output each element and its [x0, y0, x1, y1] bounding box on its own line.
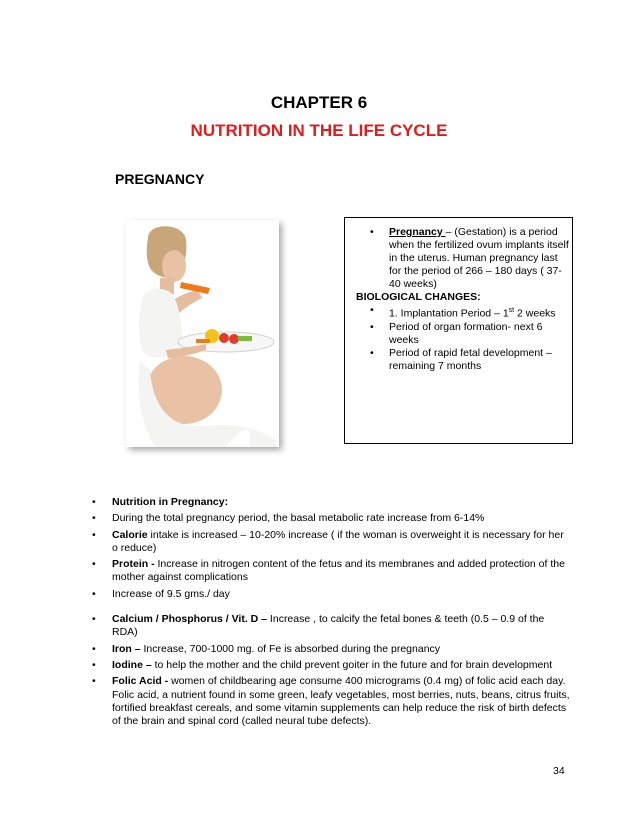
iodine-text: to help the mother and the child prevent goiter in the future and for brain development: [151, 658, 553, 671]
section-title: PREGNANCY: [115, 171, 205, 187]
list-item: [92, 613, 572, 640]
chapter-heading: CHAPTER 6: [270, 93, 368, 112]
protein-text: Increase in nitrogen content of the fetus and its membranes and added protection of the mother against complications: [112, 558, 565, 584]
bullet-icon: •: [92, 558, 96, 571]
nutrition-heading: Nutrition in Pregnancy:: [112, 496, 229, 508]
list-item: [92, 529, 572, 556]
folic-acid-text: women of childbearing age consume 400 micrograms (0.4 mg) of folic acid each day. Folic acid, a nutrient found in some green, leafy vegetables, most berries, nuts, beans, citrus fruits, fortified breakfast cereals, and some vitamin supplements can help reduce the risk of birth defects of the brain and spinal cord (called neural tube defects).: [112, 675, 570, 728]
organ-formation-text: Period of organ formation- next 6 weeks: [389, 320, 543, 346]
nutrition-list: [92, 496, 572, 731]
page-number: 34: [553, 765, 565, 777]
fetal-development-text: Period of rapid fetal development – remaining 7 months: [389, 346, 552, 372]
bullet-icon: •: [92, 496, 96, 508]
iodine-label: Iodine –: [112, 658, 152, 671]
bullet-icon: •: [92, 528, 96, 541]
list-item: [92, 675, 572, 728]
bullet-icon: •: [370, 304, 374, 316]
list-item: [92, 588, 572, 601]
list-item: [345, 321, 572, 347]
protein-increase-text: Increase of 9.5 gms./ day: [112, 587, 230, 600]
calcium-text: Increase , to calcify the fetal bones & teeth (0.5 – 0.9 of the RDA): [112, 613, 545, 639]
pregnancy-term: Pregnancy: [389, 226, 446, 238]
iron-label: Iron –: [112, 642, 141, 655]
iron-text: Increase, 700-1000 mg. of Fe is absorbed during the pregnancy: [140, 642, 441, 655]
list-item: [345, 226, 572, 291]
list-item: [345, 347, 572, 373]
implantation-superscript: st: [508, 307, 515, 314]
list-item: [92, 512, 572, 525]
pregnancy-definition: – (Gestation) is a period when the fertilized ovum implants itself in the uterus. Human pregnancy last for the period of 266 – 180 days ( 37-40 weeks): [389, 226, 569, 290]
list-item: [92, 496, 572, 509]
protein-label: Protein -: [112, 558, 158, 571]
bullet-icon: •: [92, 675, 96, 688]
bullet-icon: •: [92, 642, 96, 655]
pregnant-woman-photo: [126, 220, 279, 447]
calcium-label: Calcium / Phosphorus / Vit. D –: [112, 613, 268, 626]
bullet-icon: •: [92, 658, 96, 671]
calorie-text: intake is increased – 10-20% increase ( if the woman is overweight it is necessary for her o reduce): [112, 528, 564, 554]
calorie-label: Calorie: [112, 528, 148, 541]
bmr-text: During the total pregnancy period, the basal metabolic rate increase from 6-14%: [112, 512, 485, 525]
list-item: [92, 558, 572, 585]
bullet-icon: •: [92, 613, 96, 626]
bullet-icon: •: [370, 346, 374, 359]
bullet-icon: •: [92, 512, 96, 525]
biological-changes-heading: BIOLOGICAL CHANGES:: [356, 291, 481, 303]
implantation-text-end: 2 weeks: [514, 307, 556, 320]
list-item: [92, 659, 572, 672]
bullet-icon: •: [370, 226, 374, 238]
bullet-icon: •: [92, 587, 96, 600]
implantation-text: 1. Implantation Period – 1: [389, 307, 509, 320]
list-item: [345, 304, 572, 321]
folic-acid-label: Folic Acid -: [112, 675, 169, 688]
list-item: [92, 643, 572, 656]
pregnant-woman-eating-carrot-icon: [126, 220, 279, 447]
pregnancy-info-box: [344, 217, 573, 444]
chapter-title: NUTRITION IN THE LIFE CYCLE: [190, 121, 448, 140]
bullet-icon: •: [370, 320, 374, 333]
